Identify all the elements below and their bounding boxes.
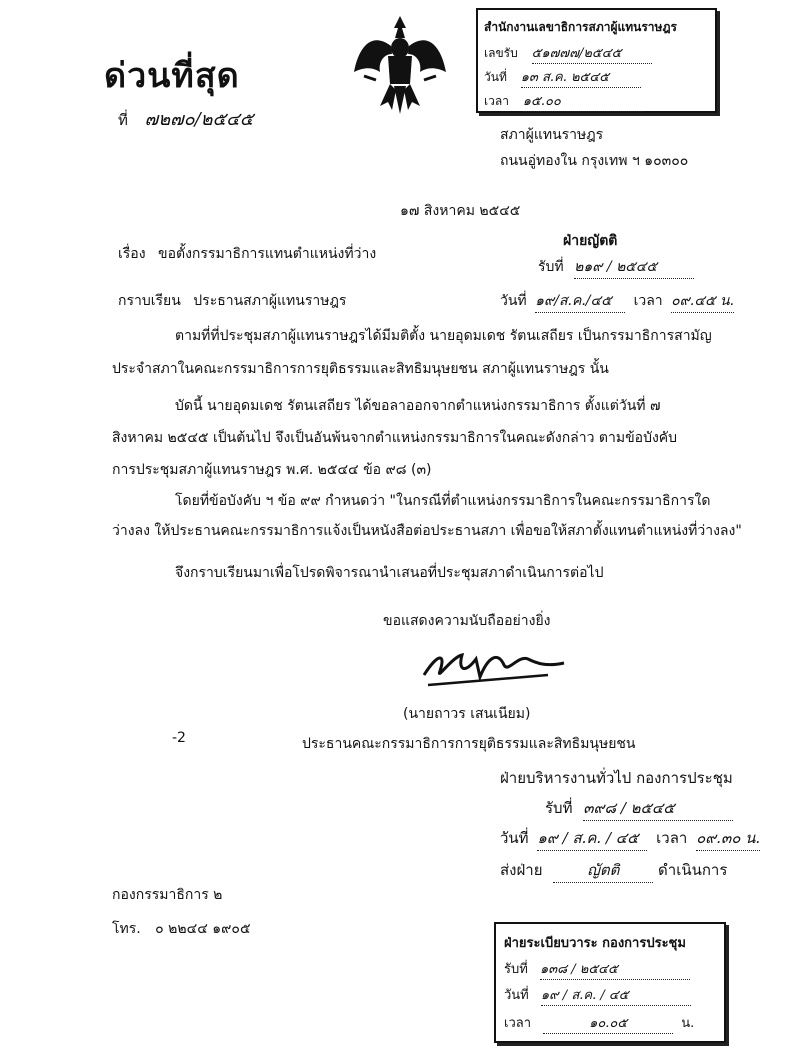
receipt-time-value: ๐๙.๔๕ น. [671,290,734,313]
admin-send-row [500,858,727,883]
body-paragraph-2-line-1: บัดนี้ นายอุดมเดช รัตนเสถียร ได้ขอลาออกจากตำแหน่งกรรมาธิการ ตั้งแต่วันที่ ๗ [175,398,661,414]
admin-send-value: ญัตติ [553,858,653,883]
stamp-bottom-received-value: ๑๓๘ / ๒๕๔๕ [540,958,690,980]
stamp-title: สำนักงานเลขาธิการสภาผู้แทนราษฎร [484,20,677,34]
stamp-reg-row [484,42,652,64]
receipt-date-value: ๑๙/ส.ค./๔๕ [535,290,625,313]
receipt-stamp-bottom [494,922,726,1043]
garuda-emblem-icon [350,10,450,120]
body-paragraph-3-line-1: โดยที่ข้อบังคับ ฯ ข้อ ๙๙ กำหนดว่า "ในกรณีที่ตำแหน่งกรรมาธิการในคณะกรรมาธิการใด [175,493,711,509]
admin-received-value: ๓๙๘ / ๒๕๔๕ [583,796,733,821]
body-paragraph-1-line-1: ตามที่ที่ประชุมสภาผู้แทนราษฎรได้มีมติตั้ง นายอุดมเดช รัตนเสถียร เป็นกรรมาธิการสามัญ [175,328,712,344]
admin-received-row [545,796,733,821]
margin-mark: -2 [172,730,186,746]
sender-line-1: สภาผู้แทนราษฎร [500,127,604,143]
body-paragraph-3-line-2: ว่างลง ให้ประธานคณะกรรมาธิการแจ้งเป็นหนังสือต่อประธานสภา เพื่อขอให้สภาตั้งแทนตำแหน่งที่ว่างลง" [112,523,742,539]
reference-label: ที่ [118,111,128,129]
stamp-date-value: ๑๓ ส.ค. ๒๕๔๕ [521,66,641,88]
receipt-dept: ฝ่ายญัตติ [563,233,618,249]
receipt-stamp-top [476,8,717,113]
salutation-recipient: ประธานสภาผู้แทนราษฎร [193,293,347,309]
reference-number [118,104,253,133]
admin-time-label: เวลา [656,829,688,847]
body-paragraph-2-line-2: สิงหาคม ๒๕๔๕ เป็นต้นไป จึงเป็นอันพ้นจากตำแหน่งกรรมาธิการในคณะดังกล่าว ตามข้อบังคับ [112,430,678,446]
admin-date-row [500,826,760,851]
subject-label: เรื่อง [118,246,146,262]
salutation-line [118,290,346,312]
admin-time-value: ๐๙.๓๐ น. [696,826,760,851]
stamp-bottom-date-value: ๑๙ / ส.ค. / ๔๕ [541,984,691,1006]
receipt-time-label: เวลา [633,293,663,309]
receipt-received-row [538,256,694,279]
admin-receipt-dept: ฝ่ายบริหารงานทั่วไป กองการประชุม [500,769,733,787]
salutation-label: กราบเรียน [118,293,181,309]
signer-name: (นายถาวร เสนเนียม) [403,706,531,722]
reference-value: ๗๒๗๐/๒๕๔๕ [144,109,254,130]
office-name: กองกรรมาธิการ ๒ [112,887,223,903]
stamp-time-row [484,90,643,112]
receipt-date-label: วันที่ [500,293,527,309]
receipt-received-value: ๒๑๙ / ๒๕๔๕ [574,256,694,279]
admin-date-label: วันที่ [500,829,529,847]
stamp-bottom-date-label: วันที่ [504,988,529,1003]
stamp-bottom-received-row [504,958,690,980]
stamp-bottom-date-row [504,984,691,1006]
stamp-date-row [484,66,641,88]
subject-line [118,243,376,265]
office-phone [112,918,251,940]
stamp-date-label: วันที่ [484,70,507,84]
subject-text: ขอตั้งกรรมาธิการแทนตำแหน่งที่ว่าง [158,246,377,262]
stamp-bottom-time-label: เวลา [504,1016,532,1031]
admin-received-label: รับที่ [545,799,573,817]
signature-icon [418,645,568,689]
stamp-bottom-time-value: ๑๐.๐๕ [543,1012,673,1034]
urgent-heading: ด่วนที่สุด [104,56,240,96]
stamp-bottom-time-row [504,1012,694,1034]
admin-action: ดำเนินการ [658,861,728,879]
stamp-reg-value: ๕๑๗๗๗/๒๕๔๕ [532,42,652,64]
admin-date-value: ๑๙ / ส.ค. / ๔๕ [537,826,647,851]
receipt-received-label: รับที่ [538,259,564,275]
body-paragraph-4: จึงกราบเรียนมาเพื่อโปรดพิจารณานำเสนอที่ประชุมสภาดำเนินการต่อไป [175,565,604,581]
stamp-reg-label: เลขรับ [484,46,518,60]
letter-date: ๑๗ สิงหาคม ๒๕๔๕ [400,203,521,219]
stamp-bottom-unit: น. [681,1016,695,1031]
stamp-time-value: ๑๕.๐๐ [523,90,643,112]
receipt-date-row [500,290,734,313]
admin-send-label: ส่งฝ่าย [500,861,543,879]
stamp-bottom-title: ฝ่ายระเบียบวาระ กองการประชุม [504,936,686,951]
stamp-bottom-received-label: รับที่ [504,962,528,977]
signer-position: ประธานคณะกรรมาธิการการยุติธรรมและสิทธิมนุษยชน [302,736,636,752]
body-paragraph-1-line-2: ประจำสภาในคณะกรรมาธิการการยุติธรรมและสิทธิมนุษยชน สภาผู้แทนราษฎร นั้น [112,361,609,377]
sender-line-2: ถนนอู่ทองใน กรุงเทพ ฯ ๑๐๓๐๐ [500,153,689,169]
stamp-time-label: เวลา [484,94,509,108]
body-paragraph-2-line-3: การประชุมสภาผู้แทนราษฎร พ.ศ. ๒๕๔๔ ข้อ ๙๘ (๓) [112,462,432,478]
phone-label: โทร. [112,921,141,937]
phone-value: ๐ ๒๒๔๔ ๑๙๐๕ [155,921,251,937]
closing-text: ขอแสดงความนับถืออย่างยิ่ง [383,613,551,629]
